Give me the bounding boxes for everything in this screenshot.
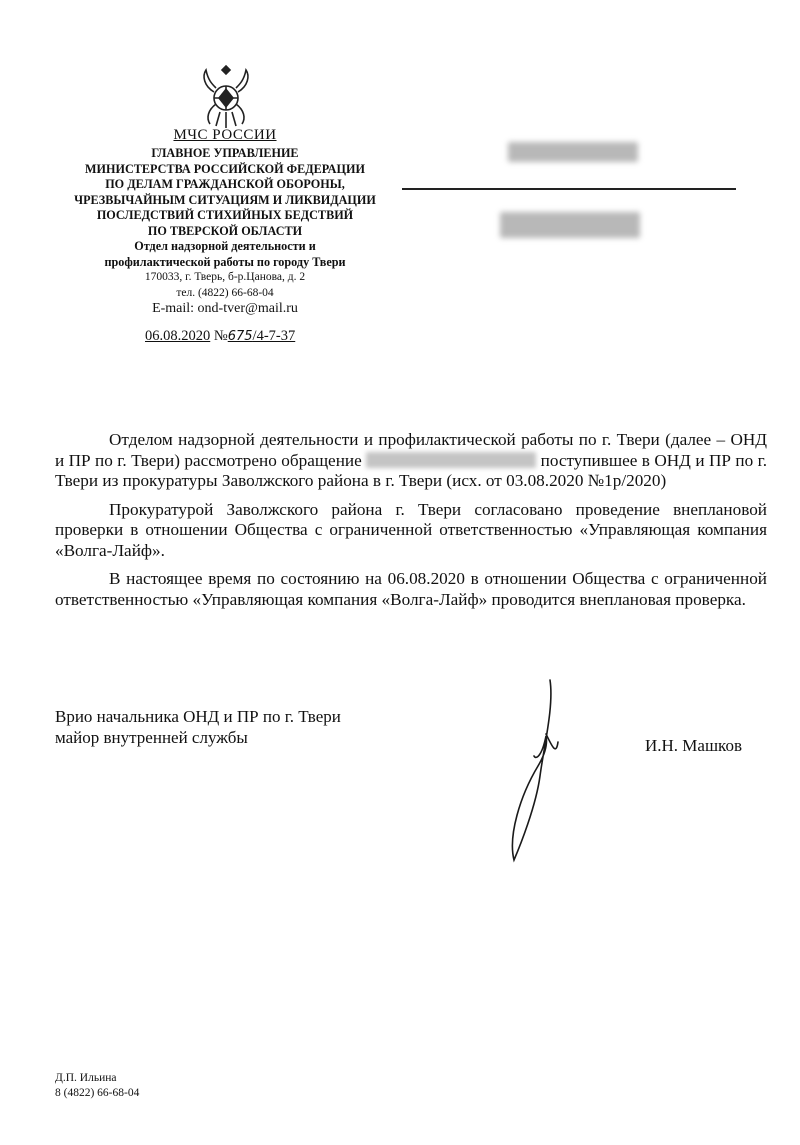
- executor-name: Д.П. Ильина: [55, 1072, 117, 1084]
- header-line: ГЛАВНОЕ УПРАВЛЕНИЕ: [151, 146, 299, 160]
- letter-body: [55, 430, 767, 610]
- reg-no-handwritten: 675: [227, 329, 253, 344]
- org-phone: тел. (4822) 66-68-04: [176, 286, 274, 299]
- reg-date: 06.08.2020: [145, 328, 211, 344]
- header-line: профилактической работы по городу Твери: [104, 254, 346, 269]
- org-address: 170033, г. Тверь, б-р.Цанова, д. 2: [144, 271, 306, 283]
- applicant-redacted: [366, 452, 536, 468]
- executor-info: [55, 1071, 139, 1101]
- signer-position-line-1: Врио начальника ОНД и ПР по г. Твери: [55, 707, 341, 726]
- recipient-divider: [402, 188, 736, 190]
- paragraph-1: [55, 430, 767, 492]
- executor-phone: 8 (4822) 66-68-04: [55, 1087, 140, 1099]
- org-email: E-mail: ond-tver@mail.ru: [152, 301, 298, 316]
- emchs-emblem-icon: [198, 62, 254, 132]
- signer-position: [55, 706, 341, 748]
- reg-no-suffix: /4-7-37: [252, 328, 296, 344]
- paragraph-3: В настоящее время по состоянию на 06.08.2020 в отношении Общества с ограниченной ответственностью «Управляющая компания «Волга-Лайф» проводится внеплановая проверка.: [55, 569, 767, 609]
- paragraph-1-text-b: поступившее в ОНД и ПР по г. Твери из прокуратуры Заволжского района в г. Твери (исх. от 03.08.2020 №1р/2020): [55, 450, 768, 490]
- registration-line: [145, 328, 295, 345]
- signer-name: И.Н. Машков: [645, 736, 742, 755]
- paragraph-1-text-a: Отделом надзорной деятельности и профилактической работы по г. Твери (далее – ОНД и ПР по г. Твери) рассмотрено обращение: [55, 430, 767, 470]
- signer-position-line-2: майор внутренней службы: [55, 728, 248, 747]
- org-header: [60, 146, 390, 317]
- handwritten-signature: [500, 676, 580, 866]
- header-line: ПОСЛЕДСТВИЙ СТИХИЙНЫХ БЕДСТВИЙ: [96, 208, 354, 222]
- header-line: ЧРЕЗВЫЧАЙНЫМ СИТУАЦИЯМ И ЛИКВИДАЦИИ: [74, 192, 376, 207]
- header-line: Отдел надзорной деятельности и: [134, 239, 316, 253]
- recipient-name-redacted: [508, 142, 638, 162]
- reg-no-prefix: №: [213, 328, 228, 344]
- header-line: МИНИСТЕРСТВА РОССИЙСКОЙ ФЕДЕРАЦИИ: [85, 161, 365, 176]
- header-line: ПО ТВЕРСКОЙ ОБЛАСТИ: [147, 223, 303, 238]
- recipient-address-redacted: [500, 212, 640, 238]
- org-name: МЧС РОССИИ: [173, 127, 277, 143]
- paragraph-2: Прокуратурой Заволжского района г. Твери согласовано проведение внеплановой проверки в отношении Общества с ограниченной ответственностью «Управляющая компания «Волга-Лайф».: [55, 499, 767, 560]
- header-line: ПО ДЕЛАМ ГРАЖДАНСКОЙ ОБОРОНЫ,: [105, 177, 345, 191]
